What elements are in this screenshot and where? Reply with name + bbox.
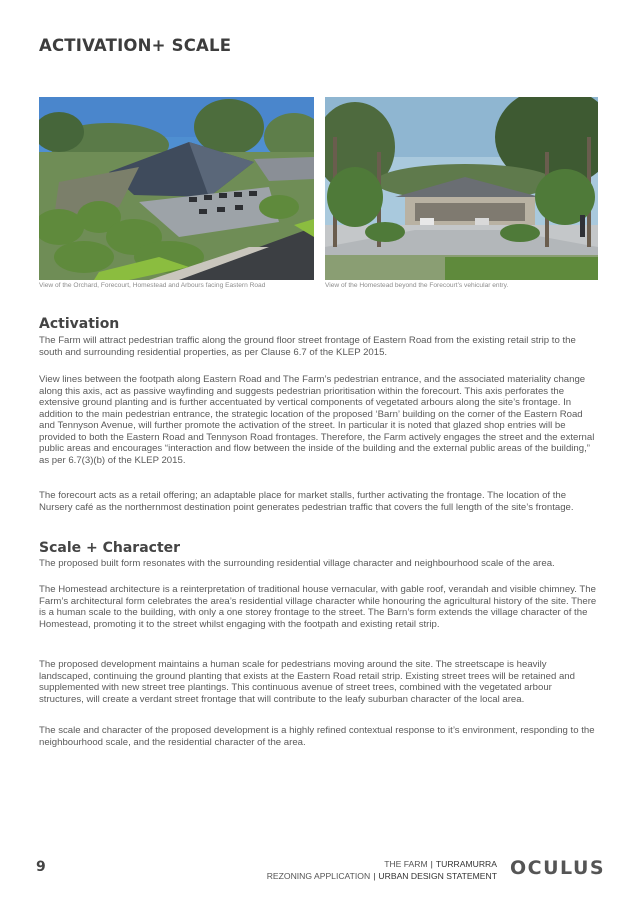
orchard-forecourt-rendering [39,97,314,280]
oculus-logo: OCULUS [510,857,606,879]
image-caption-orchard: View of the Orchard, Forecourt, Homestead and Arbours facing Eastern Road [39,282,266,289]
activation-paragraph: The forecourt acts as a retail offering; an adaptable place for market stalls, further activating the frontage. The location of the Nursery café as the northernmost destination point generates pedestrian traffic that covers the full length of the site’s frontage. [39,490,574,513]
activation-paragraph: The Farm will attract pedestrian traffic along the ground floor street frontage of Eastern Road from the existing retail strip to the south and surrounding residential properties, as per Clause 6.7 of the KLEP 2015. [39,335,576,358]
footer-separator: | [430,859,433,869]
footer-separator: | [373,871,376,881]
image-caption-homestead: View of the Homestead beyond the Forecourt’s vehicular entry. [325,282,509,289]
activation-paragraph: View lines between the footpath along Eastern Road and The Farm’s pedestrian entrance, and the associated materiality change along this axis, act as passive wayfinding and suggests pedestrian prioritisation within the forecourt. This axis perforates the extensive ground planting and is further accentuated by vertical components of vegetated arbours along the site’s frontage. In addition to the main pedestrian entrance, the strategic location of the proposed ‘Barn’ building on the corner of the Eastern Road and Tennyson Avenue, will further promote the activation of the street. In particular it is noted that glazed shop entries will be provided to both the Eastern Road and Tennyson Road frontages. Therefore, the Farm actively engages the street and the external public areas and encourages “interaction and flow between the inside of the building and the external public areas of the building,” as per 6.7(3)(b) of the KLEP 2015. [39,374,595,466]
page-number: 9 [36,859,46,875]
footer-project-info [267,858,497,882]
section-heading-scale-character: Scale + Character [39,540,181,556]
scale-paragraph: The Homestead architecture is a reinterpretation of traditional house vernacular, with gable roof, verandah and visible chimney. The Farm’s architectural form celebrates the area’s residential village character while honouring the agricultural history of the site. There is a human scale to the building, with only a one storey frontage to the street. The Barn’s form extends the village character of the Homestead, promoting it to the street whilst engaging with the footpath and existing retail strip. [39,584,597,630]
scale-paragraph: The scale and character of the proposed development is a highly refined contextual response to it’s environment, responding to the neighbourhood scale, and the residential character of the area. [39,725,595,748]
section-heading-activation: Activation [39,316,120,332]
page-title: ACTIVATION+ SCALE [39,36,232,55]
footer-project-name: THE FARM [384,859,428,869]
scale-paragraph: The proposed built form resonates with the surrounding residential village character and neighbourhood scale of the area. [39,558,555,569]
homestead-rendering [325,97,598,280]
footer-document-title: URBAN DESIGN STATEMENT [378,871,497,881]
footer-document-type: REZONING APPLICATION [266,871,371,881]
scale-paragraph: The proposed development maintains a human scale for pedestrians moving around the site. The streetscape is heavily landscaped, continuing the ground planting that exists at the Eastern Road retail strip. Existing street trees will be retained and supplemented with new street tree plantings. This continuous avenue of street trees, combined with the vegetated arbour structures, will create a verdant street frontage that will contribute to the leafy suburban character of the local area. [39,659,575,705]
footer-project-location: TURRAMURRA [435,859,497,869]
